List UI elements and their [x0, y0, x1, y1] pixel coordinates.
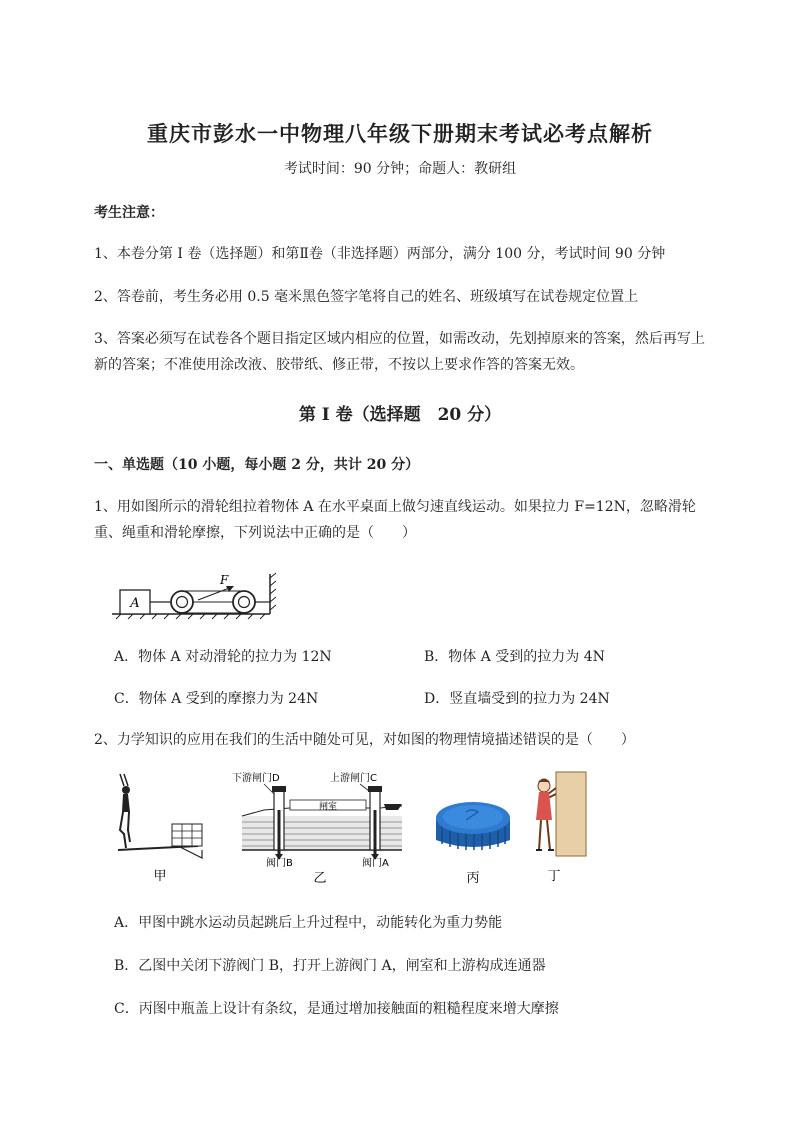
question-1-stem: 1、用如图所示的滑轮组拉着物体 A 在水平桌面上做匀速直线运动。如果拉力 F=12N，忽略滑轮重、绳重和滑轮摩擦，下列说法中正确的是（ ） — [94, 499, 696, 541]
figure-bing-bottle-cap — [430, 788, 516, 884]
notice-item-1: 1、本卷分第 I 卷（选择题）和第Ⅱ卷（非选择题）两部分，满分 100 分，考试时间 90 分钟 — [94, 246, 666, 262]
page-title: 重庆市彭水一中物理八年级下册期末考试必考点解析 — [147, 121, 653, 146]
force-arrow — [198, 587, 232, 600]
valve-a-label: 阀门A — [362, 858, 389, 869]
notice-item-2: 2、答卷前，考生务必用 0.5 毫米黑色签字笔将自己的姓名、班级填写在试卷规定位置上 — [94, 289, 639, 305]
q1-option-b[interactable]: B．物体 A 受到的拉力为 4N — [424, 649, 605, 665]
q2-option-b[interactable]: B．乙图中关闭下游阀门 B，打开上游阀门 A，闸室和上游构成连通器 — [114, 958, 546, 974]
figure-label-ding: 丁 — [547, 869, 561, 884]
q1-option-d[interactable]: D．竖直墙受到的拉力为 24N — [424, 691, 610, 707]
pulley-figure — [112, 570, 282, 620]
notice-heading: 考生注意： — [94, 205, 164, 221]
block-a-label: A — [130, 596, 140, 611]
figure-yi-ship-lock — [230, 770, 410, 884]
valve-b-label: 阀门B — [266, 858, 293, 869]
up-gate-label: 上游闸门C — [330, 773, 377, 784]
exam-info: 考试时间：90 分钟；命题人：教研组 — [283, 161, 517, 177]
down-gate-label: 下游闸门D — [232, 773, 280, 784]
q2-option-a[interactable]: A．甲图中跳水运动员起跳后上升过程中，动能转化为重力势能 — [114, 915, 503, 931]
q1-option-a[interactable]: A．物体 A 对动滑轮的拉力为 12N — [114, 649, 332, 665]
figure-label-jia: 甲 — [153, 869, 167, 884]
chamber-label: 闸室 — [318, 802, 338, 812]
movable-pulley — [171, 591, 193, 613]
q1-option-c[interactable]: C．物体 A 受到的摩擦力为 24N — [114, 691, 319, 707]
q2-option-c[interactable]: C．丙图中瓶盖上设计有条纹，是通过增加接触面的粗糙程度来增大摩擦 — [114, 1001, 559, 1017]
section-title: 第 I 卷（选择题 20 分） — [298, 405, 502, 425]
fixed-pulley — [233, 591, 255, 613]
notice-item-3: 3、答案必须写在试卷各个题目指定区域内相应的位置，如需改动，先划掉原来的答案，然后再写上新的答案；不准使用涂改液、胶带纸、修正带，不按以上要求作答的答案无效。 — [94, 331, 705, 373]
figure-label-yi: 乙 — [313, 871, 327, 886]
figure-jia-diver — [110, 772, 210, 882]
question-2-stem: 2、力学知识的应用在我们的生活中随处可见，对如图的物理情境描述错误的是（ ） — [94, 732, 635, 748]
force-label: F — [220, 573, 229, 587]
figure-label-bing: 丙 — [466, 871, 480, 886]
figure-ding-push-wall — [530, 770, 596, 884]
part-heading: 一、单选题（10 小题，每小题 2 分，共计 20 分） — [94, 457, 420, 473]
